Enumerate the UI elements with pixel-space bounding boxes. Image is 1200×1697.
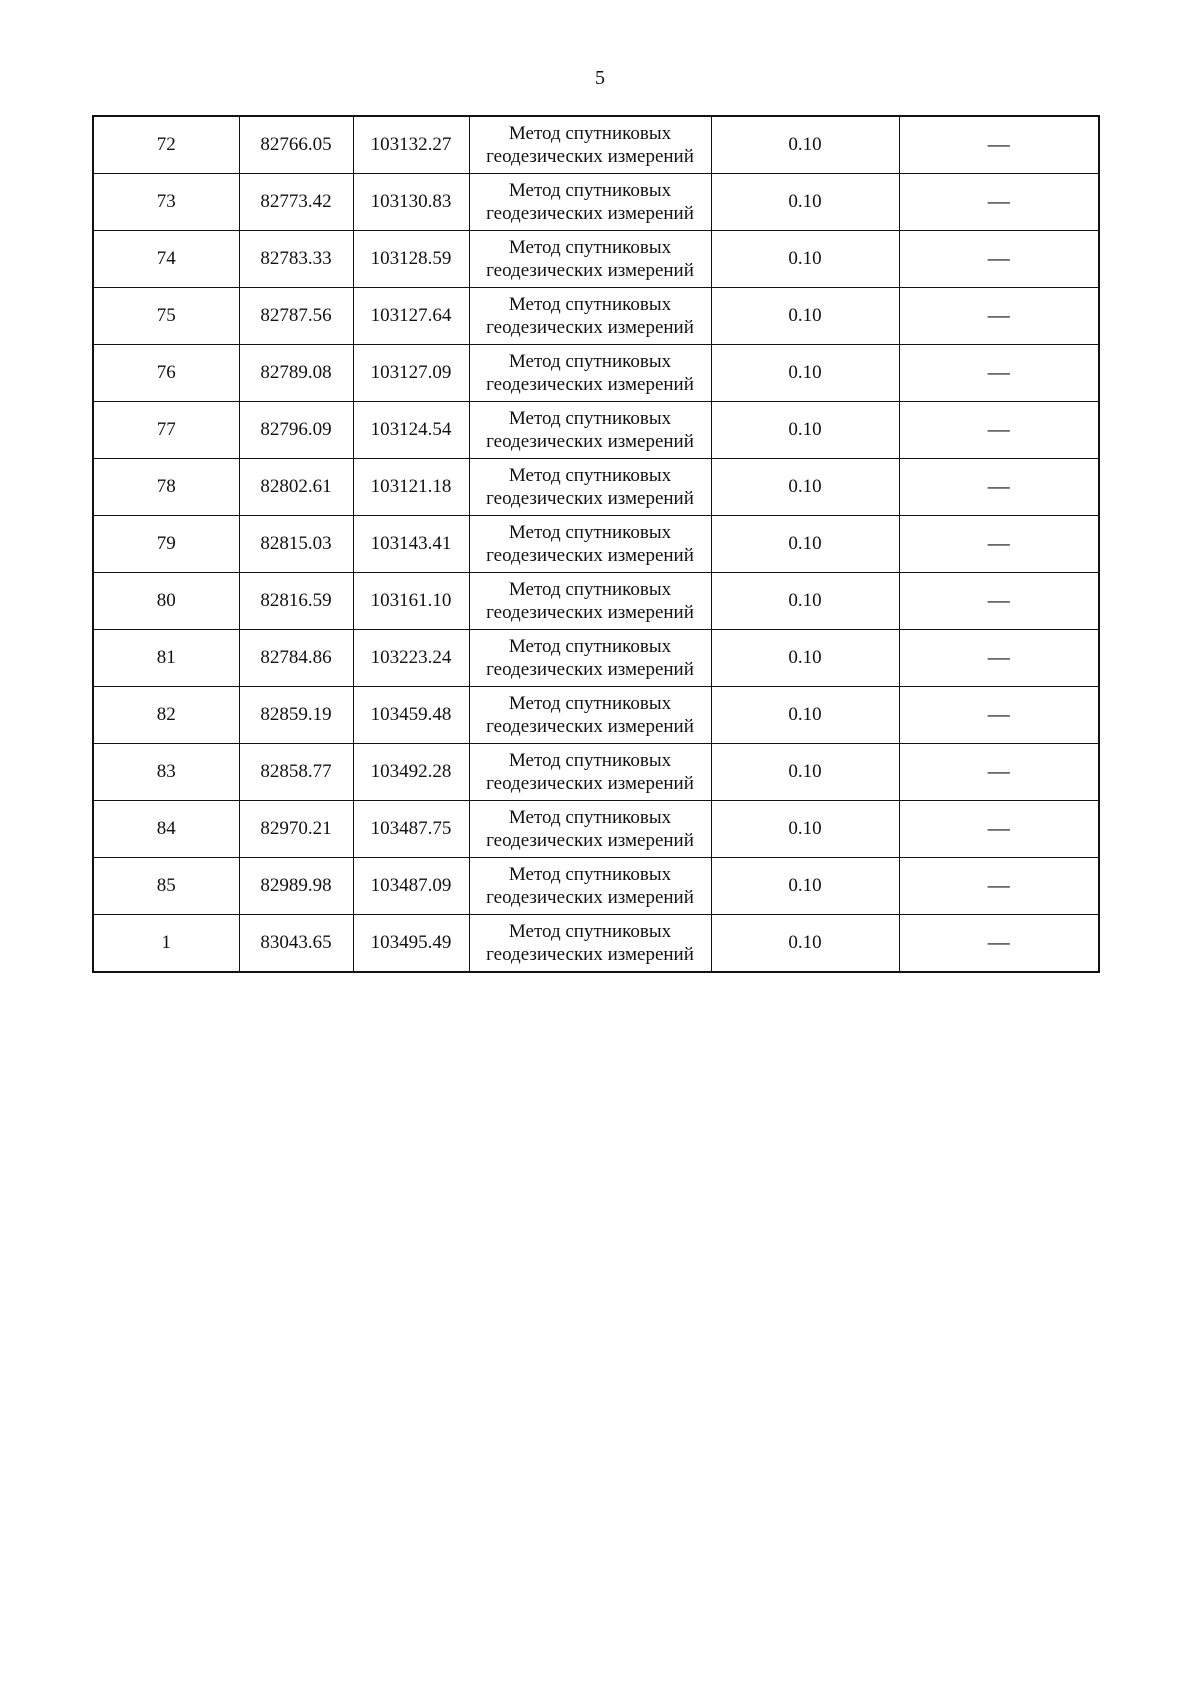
cell-y-coordinate: 103128.59 bbox=[353, 231, 469, 288]
cell-accuracy: 0.10 bbox=[711, 402, 899, 459]
page-number: 5 bbox=[595, 67, 605, 89]
cell-accuracy: 0.10 bbox=[711, 744, 899, 801]
cell-point-number: 84 bbox=[93, 801, 239, 858]
cell-y-coordinate: 103161.10 bbox=[353, 573, 469, 630]
cell-method: Метод спутниковых геодезических измерений bbox=[469, 402, 711, 459]
cell-note bbox=[899, 459, 1099, 516]
dash-mark: — bbox=[987, 587, 1010, 612]
cell-method: Метод спутниковых геодезических измерений bbox=[469, 231, 711, 288]
cell-accuracy: 0.10 bbox=[711, 288, 899, 345]
dash-mark: — bbox=[987, 872, 1010, 897]
cell-method: Метод спутниковых геодезических измерений bbox=[469, 630, 711, 687]
cell-point-number: 85 bbox=[93, 858, 239, 915]
cell-note bbox=[899, 116, 1099, 174]
cell-y-coordinate: 103130.83 bbox=[353, 174, 469, 231]
cell-accuracy: 0.10 bbox=[711, 915, 899, 973]
cell-x-coordinate: 82783.33 bbox=[239, 231, 353, 288]
cell-method: Метод спутниковых геодезических измерений bbox=[469, 288, 711, 345]
cell-note bbox=[899, 516, 1099, 573]
cell-method: Метод спутниковых геодезических измерений bbox=[469, 858, 711, 915]
cell-method: Метод спутниковых геодезических измерений bbox=[469, 801, 711, 858]
cell-y-coordinate: 103223.24 bbox=[353, 630, 469, 687]
cell-point-number: 83 bbox=[93, 744, 239, 801]
dash-mark: — bbox=[987, 758, 1010, 783]
cell-x-coordinate: 82859.19 bbox=[239, 687, 353, 744]
cell-method: Метод спутниковых геодезических измерений bbox=[469, 345, 711, 402]
cell-method: Метод спутниковых геодезических измерений bbox=[469, 516, 711, 573]
table-row bbox=[93, 402, 1099, 459]
cell-point-number: 72 bbox=[93, 116, 239, 174]
table-row bbox=[93, 231, 1099, 288]
cell-note bbox=[899, 174, 1099, 231]
dash-mark: — bbox=[987, 359, 1010, 384]
cell-note bbox=[899, 345, 1099, 402]
cell-note bbox=[899, 915, 1099, 973]
cell-y-coordinate: 103127.09 bbox=[353, 345, 469, 402]
cell-accuracy: 0.10 bbox=[711, 687, 899, 744]
cell-x-coordinate: 82766.05 bbox=[239, 116, 353, 174]
cell-accuracy: 0.10 bbox=[711, 116, 899, 174]
dash-mark: — bbox=[987, 473, 1010, 498]
cell-note bbox=[899, 573, 1099, 630]
cell-point-number: 77 bbox=[93, 402, 239, 459]
table-row bbox=[93, 915, 1099, 973]
cell-method: Метод спутниковых геодезических измерений bbox=[469, 459, 711, 516]
cell-method: Метод спутниковых геодезических измерений bbox=[469, 915, 711, 973]
cell-x-coordinate: 82970.21 bbox=[239, 801, 353, 858]
cell-x-coordinate: 82858.77 bbox=[239, 744, 353, 801]
cell-method: Метод спутниковых геодезических измерений bbox=[469, 744, 711, 801]
table-row bbox=[93, 345, 1099, 402]
cell-x-coordinate: 82796.09 bbox=[239, 402, 353, 459]
table-row bbox=[93, 744, 1099, 801]
dash-mark: — bbox=[987, 701, 1010, 726]
cell-method: Метод спутниковых геодезических измерений bbox=[469, 116, 711, 174]
cell-point-number: 81 bbox=[93, 630, 239, 687]
table-row bbox=[93, 858, 1099, 915]
cell-x-coordinate: 82787.56 bbox=[239, 288, 353, 345]
table-row bbox=[93, 630, 1099, 687]
cell-accuracy: 0.10 bbox=[711, 858, 899, 915]
dash-mark: — bbox=[987, 644, 1010, 669]
cell-note bbox=[899, 687, 1099, 744]
dash-mark: — bbox=[987, 302, 1010, 327]
cell-x-coordinate: 83043.65 bbox=[239, 915, 353, 973]
cell-y-coordinate: 103127.64 bbox=[353, 288, 469, 345]
table-row bbox=[93, 573, 1099, 630]
cell-x-coordinate: 82789.08 bbox=[239, 345, 353, 402]
cell-y-coordinate: 103121.18 bbox=[353, 459, 469, 516]
cell-x-coordinate: 82815.03 bbox=[239, 516, 353, 573]
cell-accuracy: 0.10 bbox=[711, 630, 899, 687]
cell-accuracy: 0.10 bbox=[711, 801, 899, 858]
cell-method: Метод спутниковых геодезических измерений bbox=[469, 573, 711, 630]
cell-note bbox=[899, 231, 1099, 288]
cell-point-number: 75 bbox=[93, 288, 239, 345]
dash-mark: — bbox=[987, 929, 1010, 954]
table-row bbox=[93, 687, 1099, 744]
cell-point-number: 1 bbox=[93, 915, 239, 973]
dash-mark: — bbox=[987, 530, 1010, 555]
cell-y-coordinate: 103495.49 bbox=[353, 915, 469, 973]
cell-x-coordinate: 82784.86 bbox=[239, 630, 353, 687]
cell-accuracy: 0.10 bbox=[711, 573, 899, 630]
cell-point-number: 79 bbox=[93, 516, 239, 573]
cell-accuracy: 0.10 bbox=[711, 174, 899, 231]
dash-mark: — bbox=[987, 815, 1010, 840]
table-body bbox=[93, 116, 1099, 972]
cell-note bbox=[899, 801, 1099, 858]
cell-point-number: 73 bbox=[93, 174, 239, 231]
cell-accuracy: 0.10 bbox=[711, 516, 899, 573]
dash-mark: — bbox=[987, 188, 1010, 213]
cell-x-coordinate: 82802.61 bbox=[239, 459, 353, 516]
cell-point-number: 80 bbox=[93, 573, 239, 630]
cell-y-coordinate: 103492.28 bbox=[353, 744, 469, 801]
cell-point-number: 74 bbox=[93, 231, 239, 288]
table-row bbox=[93, 516, 1099, 573]
dash-mark: — bbox=[987, 245, 1010, 270]
cell-point-number: 78 bbox=[93, 459, 239, 516]
cell-point-number: 82 bbox=[93, 687, 239, 744]
table-row bbox=[93, 116, 1099, 174]
cell-accuracy: 0.10 bbox=[711, 459, 899, 516]
cell-accuracy: 0.10 bbox=[711, 345, 899, 402]
cell-method: Метод спутниковых геодезических измерений bbox=[469, 174, 711, 231]
cell-y-coordinate: 103124.54 bbox=[353, 402, 469, 459]
cell-note bbox=[899, 744, 1099, 801]
coordinates-table bbox=[92, 115, 1100, 973]
cell-point-number: 76 bbox=[93, 345, 239, 402]
table-row bbox=[93, 174, 1099, 231]
cell-note bbox=[899, 402, 1099, 459]
cell-x-coordinate: 82773.42 bbox=[239, 174, 353, 231]
cell-method: Метод спутниковых геодезических измерений bbox=[469, 687, 711, 744]
table-row bbox=[93, 459, 1099, 516]
table-row bbox=[93, 801, 1099, 858]
dash-mark: — bbox=[987, 416, 1010, 441]
cell-note bbox=[899, 630, 1099, 687]
cell-y-coordinate: 103132.27 bbox=[353, 116, 469, 174]
cell-note bbox=[899, 858, 1099, 915]
cell-accuracy: 0.10 bbox=[711, 231, 899, 288]
cell-y-coordinate: 103487.09 bbox=[353, 858, 469, 915]
cell-y-coordinate: 103459.48 bbox=[353, 687, 469, 744]
table-row bbox=[93, 288, 1099, 345]
cell-x-coordinate: 82816.59 bbox=[239, 573, 353, 630]
cell-note bbox=[899, 288, 1099, 345]
dash-mark: — bbox=[987, 131, 1010, 156]
cell-y-coordinate: 103143.41 bbox=[353, 516, 469, 573]
cell-x-coordinate: 82989.98 bbox=[239, 858, 353, 915]
cell-y-coordinate: 103487.75 bbox=[353, 801, 469, 858]
